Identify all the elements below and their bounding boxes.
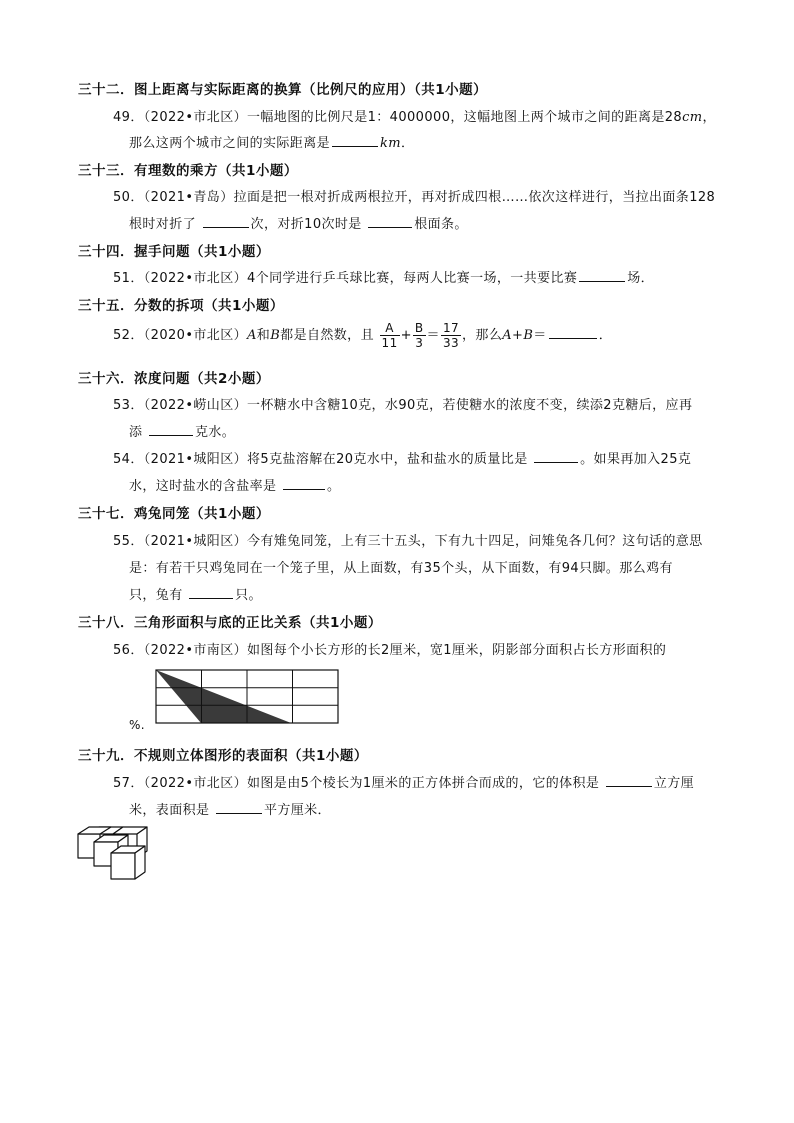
question-52: 52．（2020•市北区）A和B都是自然数，且 $\frac{A}{11}$ + $\frac{B}{3}$ ＝ $\frac{17}{33}$ ，那么A+B＝ ． xyxy=(113,321,613,350)
answer-blank[interactable] xyxy=(203,214,249,228)
cube-face xyxy=(111,853,135,879)
question-50-line-1: 50．（2021•青岛）拉面是把一根对折成两根拉开，再对折成四根……依次这样进行，当拉出面条128 xyxy=(113,190,716,205)
question-54-line-2: 水，这时盐水的含盐率是 。 xyxy=(129,475,340,494)
question-56-line-1: 56．（2022•市南区）如图每个小长方形的长2厘米，宽1厘米，阴影部分面积占长方形面积的 xyxy=(113,643,667,658)
cubes-figure xyxy=(77,826,159,882)
question-57-line-2: 米，表面积是 平方厘米． xyxy=(129,799,331,818)
question-50-line-2: 根时对折了 次，对折10次时是 根面条。 xyxy=(129,213,468,232)
question-55-line-2: 是：有若干只鸡兔同在一个笼子里，从上面数，有35个头，从下面数，有94只脚。那么鸡有 xyxy=(129,561,673,576)
question-53-line-2: 添 克水。 xyxy=(129,421,235,440)
section-heading: 三十三．有理数的乘方（共1小题） xyxy=(78,163,298,179)
section-heading: 三十八．三角形面积与底的正比关系（共1小题） xyxy=(78,615,382,631)
section-heading: 三十六．浓度问题（共2小题） xyxy=(78,371,270,387)
question-56-percent: %. xyxy=(129,718,146,732)
section-heading: 三十四．握手问题（共1小题） xyxy=(78,244,270,260)
answer-blank[interactable] xyxy=(534,449,578,463)
answer-blank[interactable] xyxy=(579,268,625,282)
section-heading: 三十五．分数的拆项（共1小题） xyxy=(78,298,284,314)
section-heading: 三十九．不规则立体图形的表面积（共1小题） xyxy=(78,748,368,764)
answer-blank[interactable] xyxy=(216,800,262,814)
answer-blank[interactable] xyxy=(606,773,652,787)
answer-blank[interactable] xyxy=(283,476,325,490)
question-51: 51．（2022•市北区）4个同学进行乒乓球比赛，每两人比赛一场，一共要比赛 场． xyxy=(113,267,654,286)
section-heading: 三十七．鸡兔同笼（共1小题） xyxy=(78,506,270,522)
fraction-b-over-3: $\frac{B}{3}$ xyxy=(414,321,424,350)
question-55-line-1: 55．（2021•城阳区）今有雉兔同笼，上有三十五头，下有九十四足，问雉兔各几何？这句话的意思 xyxy=(113,534,703,549)
section-heading: 三十二．图上距离与实际距离的换算（比例尺的应用）（共1小题） xyxy=(78,82,488,98)
answer-blank[interactable] xyxy=(549,325,597,339)
question-57-line-1: 57．（2022•市北区）如图是由5个棱长为1厘米的正方体拼合而成的，它的体积是 立方厘 xyxy=(113,772,694,791)
answer-blank[interactable] xyxy=(189,585,233,599)
question-53-line-1: 53．（2022•崂山区）一杯糖水中含糖10克，水90克，若使糖水的浓度不变，续添2克糖后，应再 xyxy=(113,398,693,413)
question-55-line-3: 只，兔有 只。 xyxy=(129,584,262,603)
shaded-triangle xyxy=(156,670,291,723)
shaded-triangle-grid-figure xyxy=(155,669,339,725)
question-54-line-1: 54．（2021•城阳区）将5克盐溶解在20克水中，盐和盐水的质量比是 。如果再加入25克 xyxy=(113,448,691,467)
fraction-a-over-11: $\frac{A}{11}$ xyxy=(381,321,398,350)
fraction-17-over-33: $\frac{17}{33}$ xyxy=(442,321,460,350)
answer-blank[interactable] xyxy=(368,214,412,228)
answer-blank[interactable] xyxy=(332,133,378,147)
question-49-line-2: 那么这两个城市之间的实际距离是 km． xyxy=(129,132,414,151)
answer-blank[interactable] xyxy=(149,422,193,436)
question-49-line-1: 49．（2022•市北区）一幅地图的比例尺是1：4000000，这幅地图上两个城市之间的距离是28cm， xyxy=(113,110,716,125)
